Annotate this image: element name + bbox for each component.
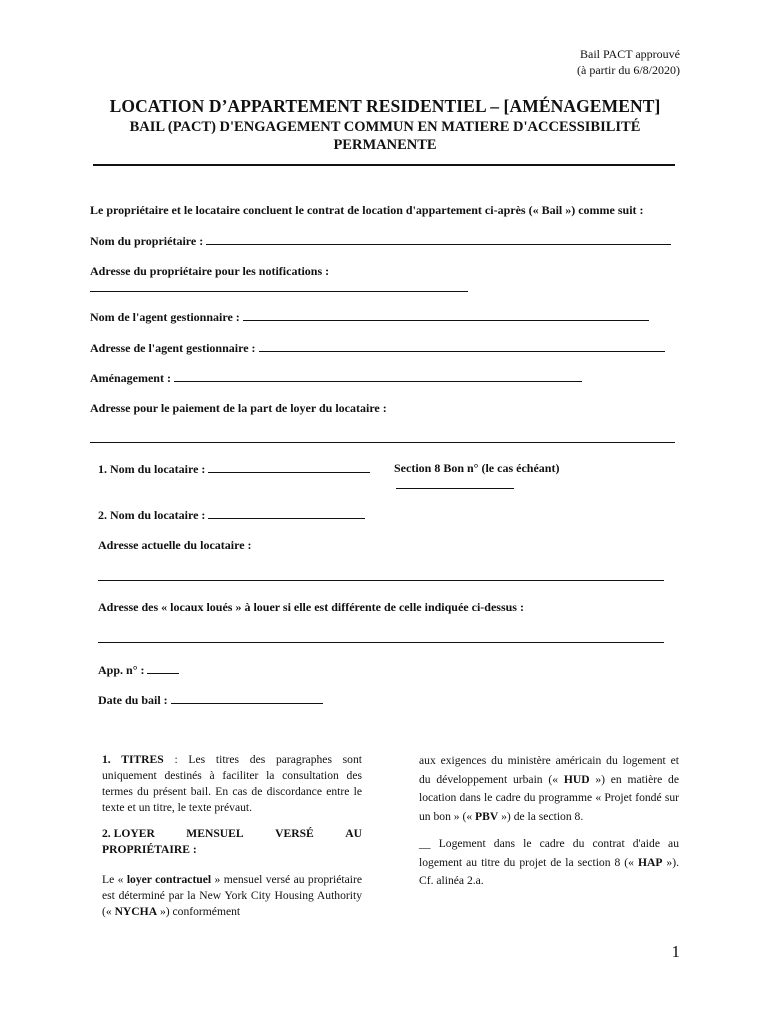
section-2-heading-part-b: MENSUEL: [186, 827, 244, 840]
owner-address-field[interactable]: [90, 291, 468, 292]
intro-text: Le propriétaire et le locataire concluent le contrat de location d'appartement ci-après (« Bail ») comme suit :: [90, 203, 644, 217]
owner-name-field[interactable]: [206, 233, 671, 245]
subtitle-line1: BAIL (PACT) D'ENGAGEMENT COMMUN EN MATIERE D'ACCESSIBILITÉ: [129, 119, 641, 135]
agent-name-field[interactable]: [243, 309, 649, 321]
section-2-heading: [102, 826, 362, 858]
right-paragraph-2: [419, 835, 679, 891]
tenant1-name-row: [98, 461, 370, 477]
section-2-term-nycha: NYCHA: [114, 905, 158, 918]
tenant1-name-field[interactable]: [208, 461, 370, 473]
tenant-address-field[interactable]: [98, 580, 664, 581]
section8-field[interactable]: [396, 488, 514, 489]
section-1-titres: [102, 752, 362, 816]
tenant-address-label: Adresse actuelle du locataire :: [98, 538, 252, 552]
lease-date-row: [98, 692, 323, 708]
tenant2-name-field[interactable]: [208, 507, 365, 519]
section-1-heading: 1. TITRES: [102, 753, 164, 766]
section-2-text-end: ») conformément: [157, 905, 241, 918]
amenagement-label: Aménagement :: [90, 371, 171, 385]
document-title: LOCATION D’APPARTEMENT RESIDENTIEL – [AMÉNAGEMENT]: [109, 96, 661, 116]
apt-no-row: [98, 662, 179, 678]
agent-address-row: [90, 340, 665, 356]
leased-premises-field[interactable]: [98, 642, 664, 643]
right-paragraph-1: [419, 752, 679, 826]
right-p1-end: ») de la section 8.: [498, 809, 584, 823]
section-2-heading-part-d: AU: [345, 827, 362, 840]
title-divider: [93, 164, 675, 166]
lease-date-field[interactable]: [171, 692, 323, 704]
tenant2-name-row: [98, 507, 365, 523]
payment-address-label: Adresse pour le paiement de la part de loyer du locataire :: [90, 401, 387, 415]
right-p1-mid: ») en matière de location dans le cadre du programme « Projet fondé sur un bon » («: [419, 772, 679, 823]
subtitle-line2: PERMANENTE: [333, 137, 437, 153]
right-p1-start: aux exigences du ministère américain du logement et du développement urbain («: [419, 754, 679, 786]
agent-name-row: [90, 309, 649, 325]
right-p1-term-pbv: PBV: [475, 809, 499, 823]
right-p2-start: __ Logement dans le cadre du contrat d'aide au logement au titre du projet de la section 8 («: [419, 837, 679, 869]
apt-no-label: App. n° :: [98, 663, 145, 677]
page-number: 1: [671, 942, 680, 961]
section8-label: Section 8 Bon n° (le cas échéant): [394, 461, 560, 475]
section-2-term-contract-rent: loyer contractuel: [126, 873, 212, 886]
amenagement-row: [90, 370, 582, 386]
approval-note-line1: Bail PACT approuvé: [579, 47, 680, 61]
owner-name-row: [90, 233, 671, 249]
section-2-heading-part-e: PROPRIÉTAIRE :: [102, 843, 197, 856]
section-2-heading-part-a: 2. LOYER: [102, 827, 155, 840]
owner-name-label: Nom du propriétaire :: [90, 234, 204, 248]
amenagement-field[interactable]: [174, 370, 582, 382]
section-2-heading-part-c: VERSÉ: [275, 827, 314, 840]
lease-date-label: Date du bail :: [98, 693, 168, 707]
approval-note-line2: (à partir du 6/8/2020): [577, 63, 680, 77]
agent-address-field[interactable]: [259, 340, 665, 352]
approval-note: [577, 46, 680, 78]
apt-no-field[interactable]: [147, 662, 179, 674]
right-p2-end: »). Cf. alinéa 2.a.: [419, 855, 679, 887]
section-2-text-start: Le «: [102, 873, 127, 886]
owner-address-label: Adresse du propriétaire pour les notifications :: [90, 264, 330, 278]
right-p1-term-hud: HUD: [563, 772, 590, 786]
agent-address-label: Adresse de l'agent gestionnaire :: [90, 341, 256, 355]
document-subtitle: [0, 118, 770, 154]
right-p2-term-hap: HAP: [637, 855, 663, 869]
agent-name-label: Nom de l'agent gestionnaire :: [90, 310, 240, 324]
section-2-text-mid: » mensuel versé au propriétaire est déterminé par la New York City Housing Authority («: [102, 873, 362, 918]
payment-address-field[interactable]: [90, 442, 675, 443]
tenant2-name-label: 2. Nom du locataire :: [98, 508, 206, 522]
section-2-paragraph: [102, 872, 362, 920]
section-1-text: : Les titres des paragraphes sont uniquement destinés à faciliter la consultation des termes du présent bail. En cas de discordance entre le texte et un titre, le texte prévaut.: [102, 753, 362, 814]
leased-premises-label: Adresse des « locaux loués » à louer si elle est différente de celle indiquée ci-dessus :: [98, 600, 524, 614]
tenant1-name-label: 1. Nom du locataire :: [98, 462, 206, 476]
